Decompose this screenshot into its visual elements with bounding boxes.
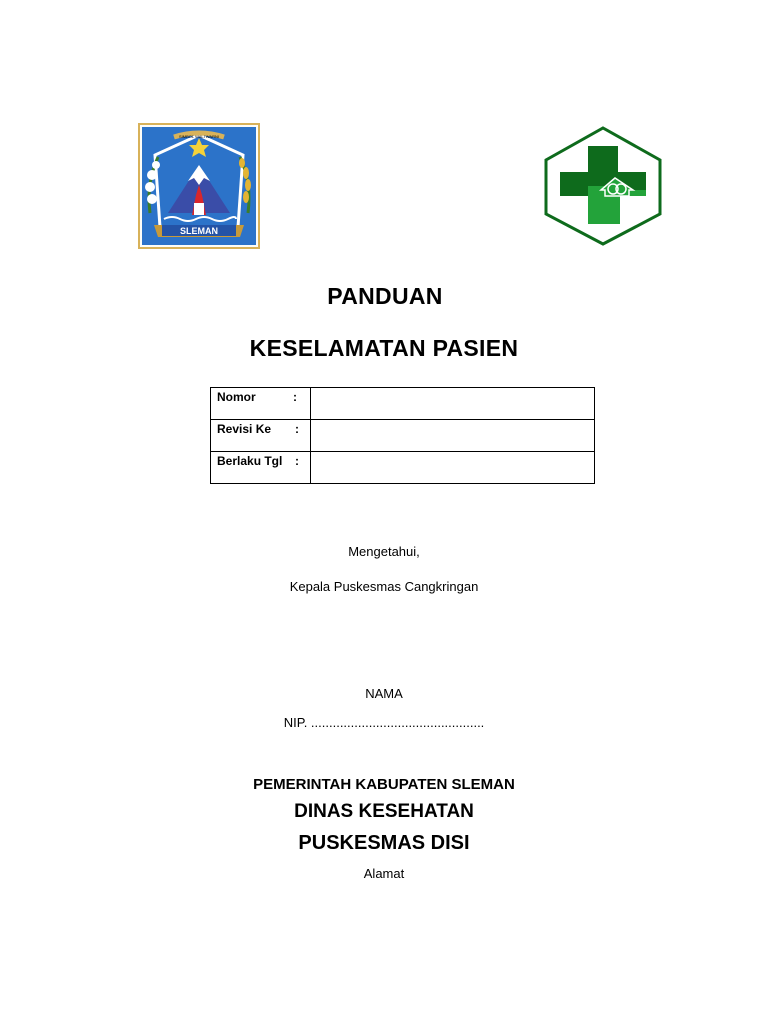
logo-sleman-text: SLEMAN bbox=[180, 226, 218, 236]
table-row bbox=[211, 420, 595, 452]
address-text: Alamat bbox=[363, 866, 405, 881]
table-row bbox=[211, 452, 595, 484]
document-info-table bbox=[210, 387, 595, 484]
revision-label: Revisi Ke bbox=[217, 422, 272, 436]
department-heading: DINAS KESEHATAN bbox=[294, 801, 474, 822]
document-title-line2: KESELAMATAN PASIEN bbox=[249, 335, 519, 361]
government-heading: PEMERINTAH KABUPATEN SLEMAN bbox=[253, 776, 515, 793]
number-value[interactable] bbox=[311, 388, 595, 420]
signatory-name: NAMA bbox=[365, 686, 403, 701]
document-title-line1: PANDUAN bbox=[327, 283, 443, 309]
table-row bbox=[211, 388, 595, 420]
signatory-position: Kepala Puskesmas Cangkringan bbox=[289, 579, 479, 594]
number-colon: : bbox=[293, 390, 297, 404]
effective-date-label: Berlaku Tgl bbox=[217, 454, 283, 468]
logo-motto-text: SIMBOL WALI WARNI bbox=[178, 134, 220, 139]
revision-value[interactable] bbox=[311, 420, 595, 452]
effective-date-value[interactable] bbox=[311, 452, 595, 484]
facility-heading: PUSKESMAS DISI bbox=[298, 832, 470, 854]
signatory-nip: NIP. ................................................ bbox=[283, 715, 485, 730]
revision-colon: : bbox=[295, 422, 299, 436]
acknowledged-text: Mengetahui, bbox=[348, 544, 420, 559]
number-label: Nomor bbox=[217, 390, 256, 404]
effective-date-colon: : bbox=[295, 454, 299, 468]
puskesmas-logo bbox=[543, 126, 663, 246]
sleman-regency-logo bbox=[138, 123, 260, 249]
